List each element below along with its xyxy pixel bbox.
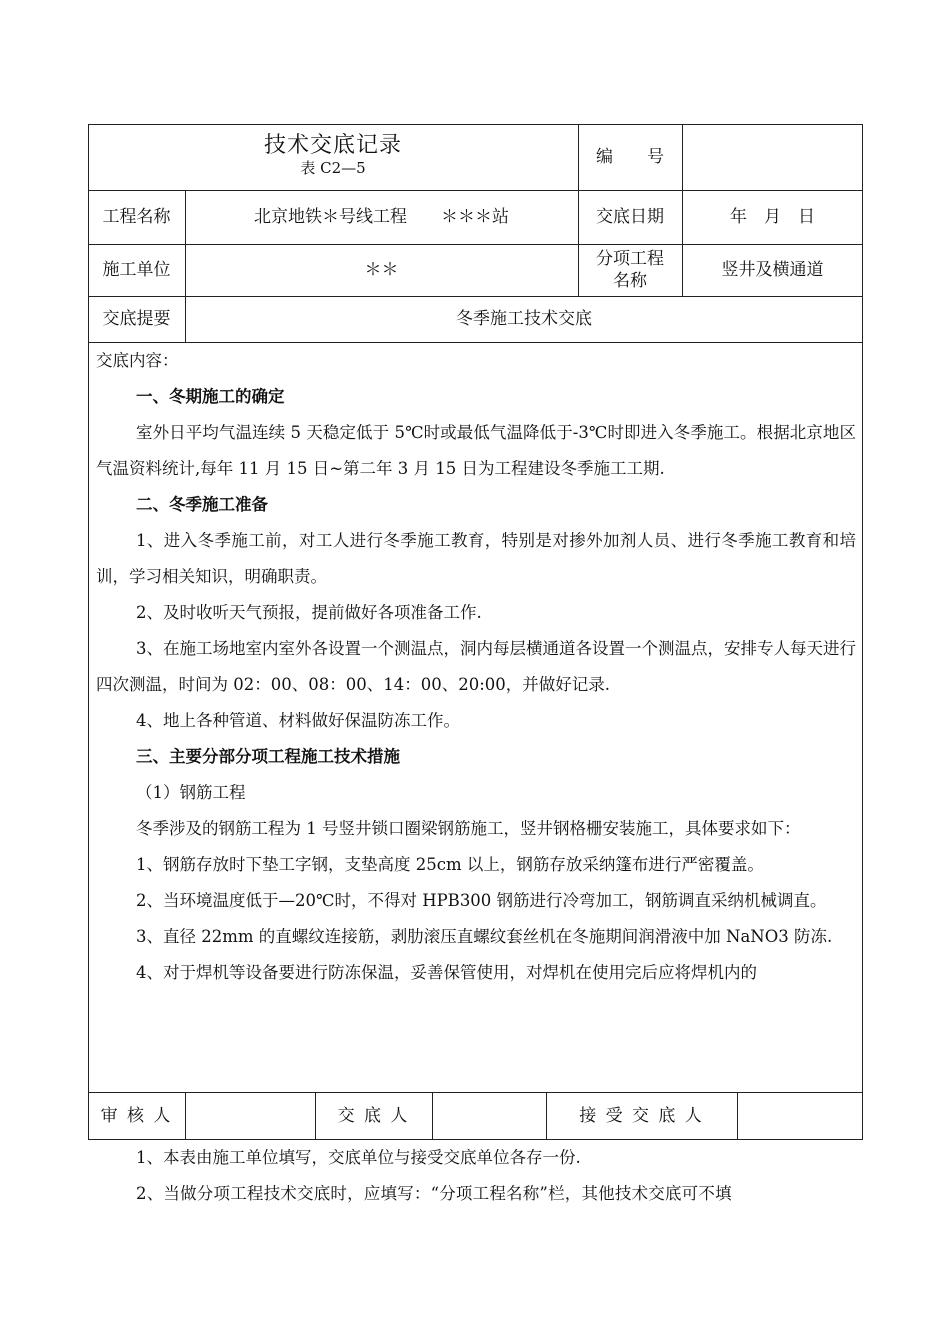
summary-label: 交底提要 <box>102 309 171 329</box>
code-label: 编 号 <box>596 147 664 167</box>
disclosure-content <box>96 343 856 1091</box>
construction-unit-value[interactable]: ＊＊ <box>364 260 399 280</box>
presenter-signature[interactable] <box>432 1092 546 1140</box>
content-paragraph: （1）钢筋工程 <box>136 783 246 802</box>
section-heading: 一、冬期施工的确定 <box>136 387 285 406</box>
receiver-signature[interactable] <box>737 1092 863 1140</box>
receiver-label: 接 受 交 底 人 <box>579 1106 704 1126</box>
subproject-value[interactable]: 竖井及横通道 <box>721 260 824 280</box>
date-value[interactable]: 年 月 日 <box>730 207 815 227</box>
content-paragraph: 2、当环境温度低于—20℃时，不得对 HPB300 钢筋进行冷弯加工，钢筋调直采纳机械调直。 <box>136 891 827 910</box>
reviewer-signature[interactable] <box>185 1092 315 1140</box>
section-heading: 三、主要分部分项工程施工技术措施 <box>136 747 400 766</box>
construction-unit-label: 施工单位 <box>102 260 171 280</box>
content-paragraph: 3、在施工场地室内室外各设置一个测温点，洞内每层横通道各设置一个测温点，安排专人每天进行四次测温，时间为 02：00、08：00、14：00、20:00，并做好记录. <box>96 639 856 694</box>
document-title: 技术交底记录 <box>263 133 402 158</box>
content-paragraph: 1、钢筋存放时下垫工字钢，支垫高度 25cm 以上，钢筋存放采纳篷布进行严密覆盖。 <box>136 855 764 874</box>
note-item: 2、当做分项工程技术交底时，应填写：“分项工程名称”栏，其他技术交底可不填 <box>136 1184 732 1203</box>
table-notes <box>96 1140 856 1212</box>
header-block <box>88 124 578 190</box>
subproject-label-line1: 分项工程 <box>596 249 664 269</box>
reviewer-label: 审 核 人 <box>100 1106 173 1126</box>
project-name-label: 工程名称 <box>102 207 171 227</box>
summary-value[interactable]: 冬季施工技术交底 <box>456 309 592 329</box>
content-paragraph: 4、对于焊机等设备要进行防冻保温，妥善保管使用，对焊机在使用完后应将焊机内的 <box>136 963 757 982</box>
content-paragraph: 室外日平均气温连续 5 天稳定低于 5℃时或最低气温降低于-3℃时即进入冬季施工。根据北京地区气温资料统计,每年 11 月 15 日~第二年 3 月 15 日为工程建设冬季施工工期. <box>96 423 856 478</box>
content-paragraph: 3、直径 22mm 的直螺纹连接筋，剥肋滚压直螺纹套丝机在冬施期间润滑液中加 NaNO3 防冻. <box>136 927 833 946</box>
form-number: 表 C2—5 <box>300 159 366 177</box>
content-paragraph: 2、及时收听天气预报，提前做好各项准备工作. <box>136 603 482 622</box>
content-paragraph: 4、地上各种管道、材料做好保温防冻工作。 <box>136 711 460 730</box>
subproject-label-line2: 名称 <box>613 271 647 291</box>
content-paragraphs <box>96 379 856 991</box>
project-name-value[interactable]: 北京地铁＊号线工程 ＊＊＊站 <box>254 207 509 227</box>
date-label: 交底日期 <box>596 207 664 227</box>
code-value[interactable] <box>682 124 863 190</box>
section-heading: 二、冬季施工准备 <box>136 495 268 514</box>
subproject-label <box>578 244 682 296</box>
note-item: 1、本表由施工单位填写，交底单位与接受交底单位各存一份. <box>136 1148 581 1167</box>
content-paragraph: 1、进入冬季施工前，对工人进行冬季施工教育，特别是对掺外加剂人员、进行冬季施工教育和培训，学习相关知识，明确职责。 <box>96 531 856 586</box>
content-paragraph: 冬季涉及的钢筋工程为 1 号竖井锁口圈梁钢筋施工，竖井钢格栅安装施工，具体要求如下： <box>136 819 801 838</box>
presenter-label: 交 底 人 <box>337 1106 410 1126</box>
content-heading: 交底内容： <box>96 351 179 370</box>
